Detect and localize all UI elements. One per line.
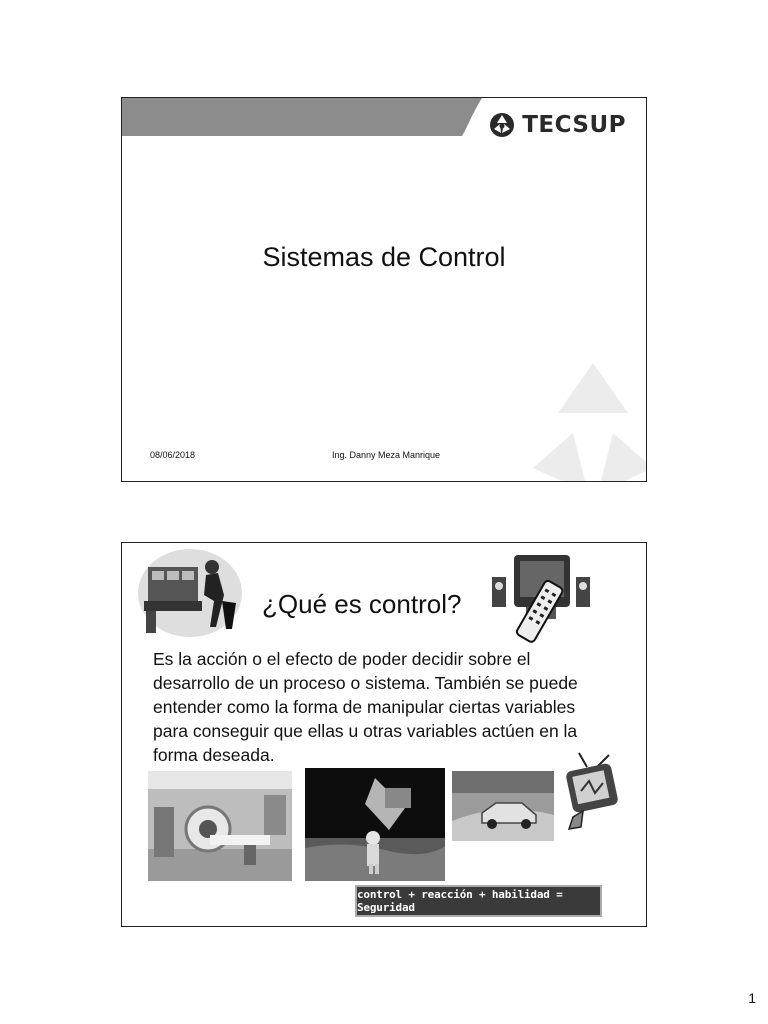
recycle-watermark-icon [518, 353, 647, 482]
tecsup-logo-icon [488, 111, 516, 139]
slide-author: Ing. Danny Meza Manrique [332, 450, 441, 460]
slide-title [121, 97, 647, 482]
tv-remote-clipart [486, 551, 596, 651]
slide-heading: ¿Qué es control? [262, 589, 462, 619]
formula-banner [355, 885, 602, 917]
formula-text: control + reacción + habilidad = Seguridad [357, 888, 563, 914]
logo-text: TECSUP [522, 112, 626, 138]
race-car-photo [452, 771, 554, 841]
medical-scanner-photo [148, 771, 292, 881]
moon-landing-photo [305, 768, 445, 881]
control-room-clipart [136, 545, 248, 641]
slide-what-is-control [121, 542, 647, 927]
slide-date: 08/06/2018 [150, 450, 196, 460]
tecsup-logo [488, 111, 626, 139]
flying-tv-clipart [559, 751, 629, 837]
page-number: 1 [748, 990, 756, 1006]
definition-paragraph: Es la acción o el efecto de poder decidir sobre el desarrollo de un proceso o sistema. También se puede entender como la forma de manipular ciertas variables para conseguir que ellas u otras variables actúen en la forma deseada. [153, 649, 578, 765]
slide-body-text [153, 647, 598, 767]
slide-title-text: Sistemas de Control [262, 242, 506, 272]
